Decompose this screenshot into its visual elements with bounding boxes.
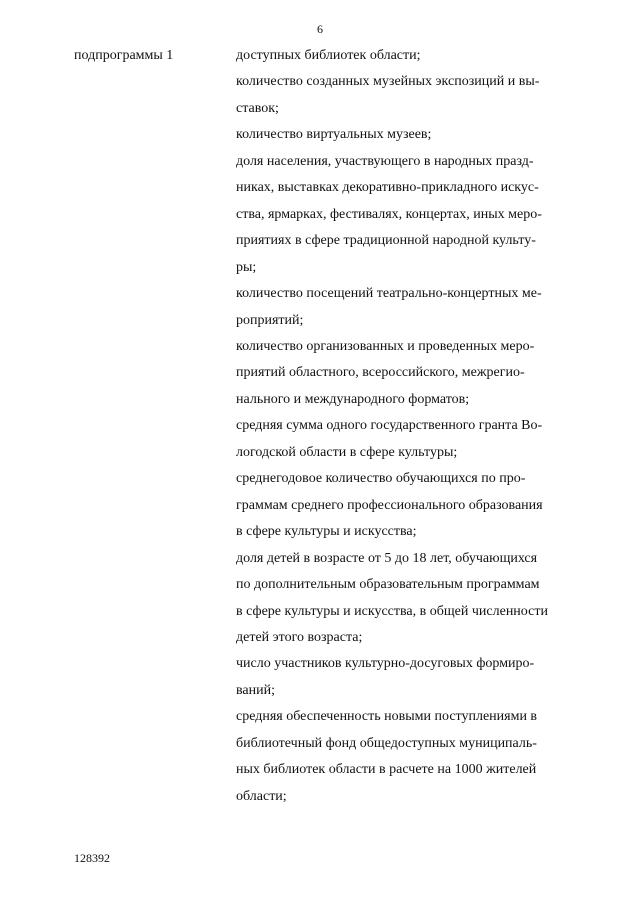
page-number: 6 bbox=[317, 22, 323, 36]
text-line: детей этого возраста; bbox=[236, 629, 363, 645]
text-line: количество виртуальных музеев; bbox=[236, 127, 432, 143]
text-line: ры; bbox=[236, 259, 257, 275]
text-line: средняя сумма одного государственного гранта Во- bbox=[236, 418, 543, 434]
text-line: ваний; bbox=[236, 682, 276, 698]
text-line: среднегодовое количество обучающихся по про- bbox=[236, 471, 526, 487]
text-line: приятий областного, всероссийского, межрегио- bbox=[236, 365, 525, 381]
text-line: граммам среднего профессионального образования bbox=[236, 497, 543, 513]
text-line: нального и международного форматов; bbox=[236, 391, 470, 407]
text-line: никах, выставках декоративно-прикладного искус- bbox=[236, 180, 539, 196]
text-line: число участников культурно-досуговых формиро- bbox=[236, 656, 535, 672]
text-line: приятиях в сфере традиционной народной культу- bbox=[236, 233, 536, 249]
text-line: количество организованных и проведенных меро- bbox=[236, 338, 535, 354]
text-line: роприятий; bbox=[236, 312, 304, 328]
text-line: области; bbox=[236, 788, 287, 804]
text-line: по дополнительным образовательным программам bbox=[236, 577, 540, 593]
indicator-text bbox=[236, 43, 576, 810]
document-code: 128392 bbox=[74, 851, 110, 865]
text-line: в сфере культуры и искусства, в общей численности bbox=[236, 603, 548, 619]
text-line: библиотечный фонд общедоступных муниципаль- bbox=[236, 735, 537, 751]
text-line: доступных библиотек области; bbox=[236, 48, 421, 63]
text-line: логодской области в сфере культуры; bbox=[236, 444, 458, 460]
text-line: доля населения, участвующего в народных празд- bbox=[236, 153, 534, 169]
text-line: количество созданных музейных экспозиций и вы- bbox=[236, 74, 540, 90]
text-line: ства, ярмарках, фестивалях, концертах, иных меро- bbox=[236, 206, 542, 222]
text-line: в сфере культуры и искусства; bbox=[236, 524, 417, 540]
text-line: количество посещений театрально-концертных ме- bbox=[236, 286, 542, 302]
text-line: ставок; bbox=[236, 100, 279, 116]
text-line: средняя обеспеченность новыми поступлениями в bbox=[236, 709, 538, 725]
row-label: подпрограммы 1 bbox=[74, 48, 174, 63]
text-line: ных библиотек области в расчете на 1000 жителей bbox=[236, 762, 537, 778]
text-line: доля детей в возрасте от 5 до 18 лет, обучающихся bbox=[236, 550, 538, 566]
